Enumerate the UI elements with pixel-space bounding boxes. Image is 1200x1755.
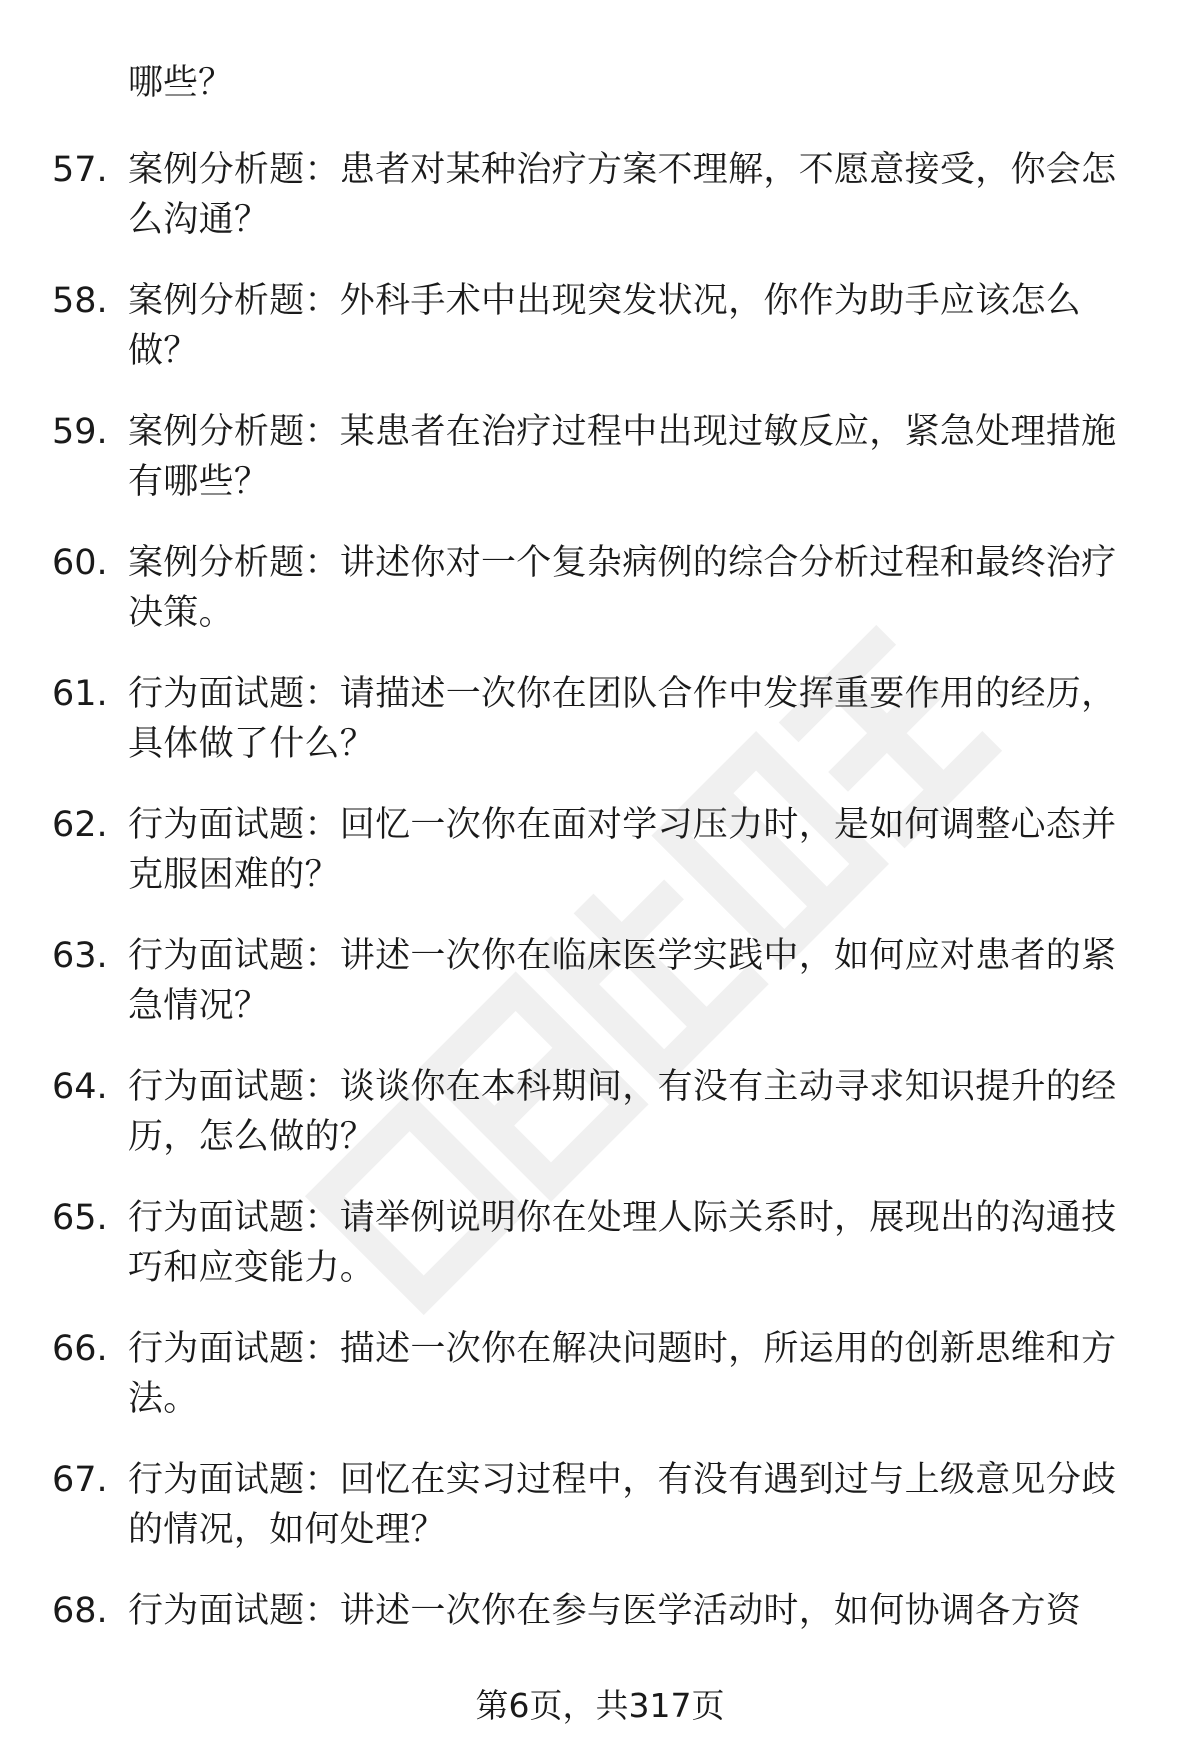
question-text: 案例分析题：某患者在治疗过程中出现过敏反应，紧急处理措施有哪些？ (128, 412, 1117, 502)
question-item (0, 1324, 1200, 1455)
page-footer: 第6页，共317页 (475, 1686, 725, 1725)
question-number: 63. (52, 936, 108, 976)
question-number: 58. (52, 281, 108, 321)
question-item (0, 669, 1200, 800)
question-item (0, 1062, 1200, 1193)
question-item (0, 407, 1200, 538)
question-text: 行为面试题：讲述一次你在参与医学活动时，如何协调各方资 (128, 1591, 1082, 1631)
question-number: 60. (52, 543, 108, 583)
question-item (0, 1455, 1200, 1586)
question-text: 案例分析题：讲述你对一个复杂病例的综合分析过程和最终治疗决策。 (128, 543, 1117, 633)
question-text: 案例分析题：患者对某种治疗方案不理解，不愿意接受，你会怎么沟通？ (128, 150, 1117, 240)
question-item (0, 538, 1200, 669)
question-number: 68. (52, 1591, 108, 1631)
question-number: 61. (52, 674, 108, 714)
question-text: 案例分析题：外科手术中出现突发状况，你作为助手应该怎么做？ (128, 281, 1082, 371)
question-number: 66. (52, 1329, 108, 1369)
question-text: 行为面试题：请举例说明你在处理人际关系时，展现出的沟通技巧和应变能力。 (128, 1198, 1117, 1288)
question-number: 62. (52, 805, 108, 845)
question-item (0, 931, 1200, 1062)
question-number: 57. (52, 150, 108, 190)
question-text: 行为面试题：讲述一次你在临床医学实践中，如何应对患者的紧急情况？ (128, 936, 1117, 1026)
question-item (0, 800, 1200, 931)
question-item (0, 145, 1200, 276)
question-text: 行为面试题：请描述一次你在团队合作中发挥重要作用的经历，具体做了什么？ (128, 674, 1117, 764)
question-number: 67. (52, 1460, 108, 1500)
question-item (0, 276, 1200, 407)
question-text: 行为面试题：描述一次你在解决问题时，所运用的创新思维和方法。 (128, 1329, 1117, 1419)
question-number: 64. (52, 1067, 108, 1107)
question-text: 行为面试题：回忆一次你在面对学习压力时，是如何调整心态并克服困难的？ (128, 805, 1117, 895)
question-number: 59. (52, 412, 108, 452)
question-text: 行为面试题：回忆在实习过程中，有没有遇到过与上级意见分歧的情况，如何处理？ (128, 1460, 1117, 1550)
question-item (0, 1193, 1200, 1324)
question-number: 65. (52, 1198, 108, 1238)
continued-question-text: 哪些？ (128, 63, 234, 103)
question-list (0, 145, 1200, 1717)
question-text: 行为面试题：谈谈你在本科期间，有没有主动寻求知识提升的经历，怎么做的？ (128, 1067, 1117, 1157)
